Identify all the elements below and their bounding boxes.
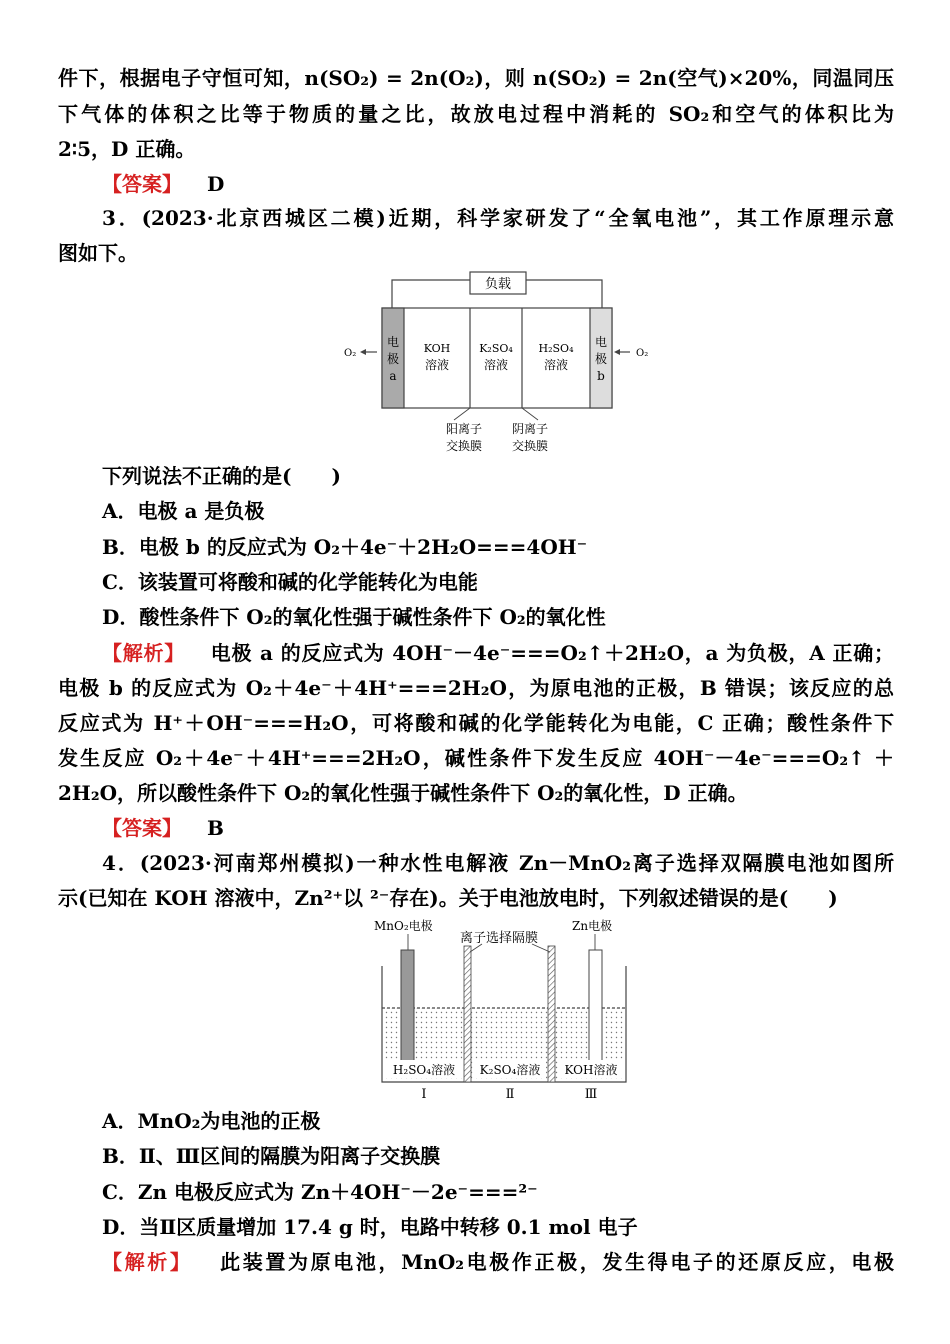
text-line: 下气体的体积之比等于物质的量之比，故放电过程中消耗的 SO₂和空气的体积比为 [58, 102, 894, 126]
load-label: 负载 [484, 277, 512, 292]
analysis-text: 电极 a 的反应式为 4OH⁻－4e⁻===O₂↑＋2H₂O，a 为负极，A 正确； [210, 641, 895, 665]
answer-value: B [206, 816, 224, 840]
analysis-text: 此装置为原电池，MnO₂电极作正极，发生得电子的还原反应，电极 [220, 1250, 894, 1274]
analysis-line [102, 1244, 894, 1280]
cation-membrane-label: 交换膜 [445, 439, 483, 453]
answer-line [102, 810, 894, 846]
question-stem: 4．(2023·河南郑州模拟)一种水性电解液 Zn－MnO₂离子选择双隔膜电池如图所 [102, 851, 894, 875]
membrane-label: 离子选择隔膜 [460, 931, 539, 946]
electrode-b-label: 电 [594, 335, 608, 349]
option-d: D．酸性条件下 O₂的氧化性强于碱性条件下 O₂的氧化性 [102, 605, 606, 629]
h2so4-label: H₂SO₄ [538, 342, 574, 355]
anion-membrane-label: 阴离子 [511, 422, 549, 436]
answer-tag: 【答案】 [102, 816, 182, 840]
h2so4-label: 溶液 [543, 358, 569, 372]
k2so4-solution-label: K₂SO₄溶液 [479, 1063, 541, 1077]
analysis-tag: 【解析】 [102, 1250, 193, 1274]
k2so4-label: 溶液 [483, 358, 509, 372]
option-c: C．Zn 电极反应式为 Zn＋4OH⁻－2e⁻===²⁻ [102, 1180, 538, 1204]
oxygen-cell-figure [330, 268, 660, 460]
anion-membrane-label: 交换膜 [511, 439, 549, 453]
answer-tag: 【答案】 [102, 172, 182, 196]
electrode-b-label: b [597, 369, 605, 383]
k2so4-label: K₂SO₄ [479, 342, 513, 355]
electrode-a-label: 极 [386, 352, 400, 366]
zn-electrode-label: Zn电极 [572, 919, 613, 933]
electrode-b-label: 极 [594, 352, 608, 366]
analysis-line: 发生反应 O₂＋4e⁻＋4H⁺===2H₂O，碱性条件下发生反应 4OH⁻－4e⁻===O₂↑ ＋ [58, 746, 894, 770]
question-prompt: 下列说法不正确的是( ) [102, 464, 341, 488]
koh-label: KOH [423, 342, 451, 355]
option-c: C．该装置可将酸和碱的化学能转化为电能 [102, 570, 478, 594]
analysis-line [102, 635, 894, 671]
analysis-tag: 【解析】 [102, 641, 186, 665]
option-a: A．MnO₂为电池的正极 [102, 1109, 321, 1133]
answer-line [102, 166, 894, 202]
region-1-label: Ⅰ [421, 1087, 427, 1102]
koh-label: 溶液 [424, 358, 450, 372]
question-stem: 示(已知在 KOH 溶液中，Zn²⁺以 ²⁻存在)。关于电池放电时，下列叙述错误的是( ) [58, 886, 838, 910]
text-line: 件下，根据电子守恒可知，n(SO₂) = 2n(O₂)，则 n(SO₂) = 2n(空气)×20%，同温同压 [58, 66, 894, 90]
electrode-a-label: a [389, 369, 397, 383]
analysis-line: 电极 b 的反应式为 O₂＋4e⁻＋4H⁺===2H₂O，为原电池的正极，B 错误；该反应的总 [58, 676, 894, 700]
question-stem: 3．(2023·北京西城区二模)近期，科学家研发了“全氧电池”，其工作原理示意 [102, 206, 894, 230]
region-2-label: Ⅱ [505, 1087, 515, 1102]
option-d: D．当Ⅱ区质量增加 17.4 g 时，电路中转移 0.1 mol 电子 [102, 1215, 638, 1239]
o2-right-label: O₂ [636, 348, 649, 359]
cation-membrane-label: 阳离子 [445, 422, 483, 436]
question-stem: 图如下。 [58, 241, 138, 265]
h2so4-solution-label: H₂SO₄溶液 [392, 1063, 456, 1077]
mno2-electrode-label: MnO₂电极 [374, 919, 433, 933]
analysis-line: 2H₂O，所以酸性条件下 O₂的氧化性强于碱性条件下 O₂的氧化性，D 正确。 [58, 781, 748, 805]
koh-solution-label: KOH溶液 [564, 1063, 618, 1077]
option-a: A．电极 a 是负极 [102, 499, 265, 523]
o2-left-label: O₂ [344, 348, 357, 359]
region-3-label: Ⅲ [584, 1087, 598, 1102]
zn-mno2-cell-figure [370, 916, 640, 1102]
option-b: B．电极 b 的反应式为 O₂＋4e⁻＋2H₂O===4OH⁻ [102, 535, 588, 559]
electrode-a-label: 电 [386, 335, 400, 349]
answer-value: D [206, 172, 225, 196]
text-line: 2∶5，D 正确。 [58, 137, 196, 161]
analysis-line: 反应式为 H⁺＋OH⁻===H₂O，可将酸和碱的化学能转化为电能，C 正确；酸性条件下 [58, 711, 894, 735]
option-b: B．Ⅱ、Ⅲ区间的隔膜为阳离子交换膜 [102, 1144, 441, 1168]
